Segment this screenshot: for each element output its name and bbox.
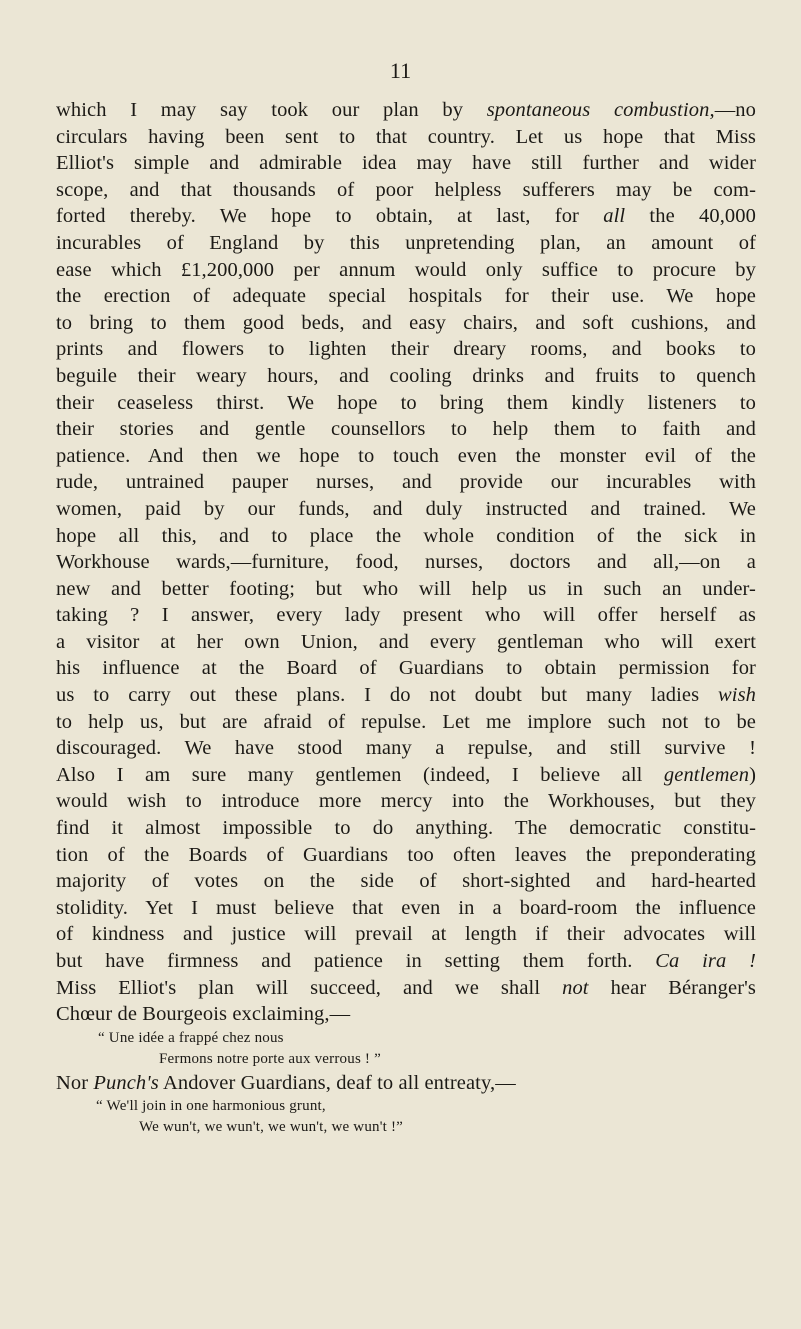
text-line: hope all this, and to place the whole condition of the sick in	[56, 524, 756, 547]
text-line: to help us, but are afraid of repulse. Let me implore such not to be	[56, 710, 756, 733]
text-line: the erection of adequate special hospitals for their use. We hope	[56, 285, 756, 308]
text-line: patience. And then we hope to touch even the monster evil of the	[56, 444, 756, 467]
text-line: tion of the Boards of Guardians too often leaves the preponderating	[56, 843, 756, 866]
italic-text: not	[562, 976, 589, 999]
text-line: rude, untrained pauper nurses, and provide our incurables with	[56, 471, 756, 494]
text-line: scope, and that thousands of poor helpless sufferers may be com-	[56, 178, 756, 201]
text-line: their ceaseless thirst. We hope to bring them kindly listeners to	[56, 391, 756, 414]
text-line: majority of votes on the side of short-sighted and hard-hearted	[56, 870, 756, 893]
text-line: would wish to introduce more mercy into the Workhouses, but they	[56, 790, 756, 813]
text-line: Workhouse wards,—furniture, food, nurses, doctors and all,—on a	[56, 551, 756, 574]
text-line: taking ? I answer, every lady present who will offer herself as	[56, 604, 756, 627]
text-line: stolidity. Yet I must believe that even in a board-room the influence	[56, 896, 756, 919]
text-line: Nor Punch's Andover Guardians, deaf to all entreaty,—	[56, 1071, 516, 1094]
text-line: forted thereby. We hope to obtain, at last, for all the 40,000	[56, 205, 756, 228]
verse-line: “ We'll join in one harmonious grunt,	[96, 1098, 326, 1115]
text-line: Also I am sure many gentlemen (indeed, I believe all gentlemen)	[56, 763, 756, 786]
text-line: us to carry out these plans. I do not doubt but many ladies wish	[56, 684, 756, 707]
text-line: of kindness and justice will prevail at length if their advocates will	[56, 923, 756, 946]
text-line: Miss Elliot's plan will succeed, and we shall not hear Béranger's	[56, 976, 757, 999]
verse-line: We wun't, we wun't, we wun't, we wun't !”	[139, 1119, 403, 1136]
text-line: incurables of England by this unpretending plan, an amount of	[56, 231, 756, 254]
text-line: prints and flowers to lighten their dreary rooms, and books to	[56, 338, 756, 361]
text-line: Chœur de Bourgeois exclaiming,—	[56, 1003, 351, 1026]
italic-text: gentlemen	[663, 763, 750, 786]
text-line: new and better footing; but who will help us in such an under-	[56, 577, 756, 600]
verse-line: “ Une idée a frappé chez nous	[98, 1029, 284, 1046]
text-line: but have firmness and patience in setting them forth. Ca ira !	[56, 950, 756, 972]
text-line: find it almost impossible to do anything. The democratic constitu-	[56, 817, 756, 840]
text-line: beguile their weary hours, and cooling drinks and fruits to quench	[56, 364, 756, 387]
text-line: ease which £1,200,000 per annum would only suffice to procure by	[56, 258, 756, 281]
text-line: Elliot's simple and admirable idea may have still further and wider	[56, 152, 756, 175]
text-line: circulars having been sent to that country. Let us hope that Miss	[56, 125, 756, 148]
text-line: his influence at the Board of Guardians to obtain permission for	[56, 657, 756, 680]
italic-text: all	[603, 205, 626, 228]
text-line: to bring to them good beds, and easy chairs, and soft cushions, and	[56, 311, 756, 334]
verse-line: Fermons notre porte aux verrous ! ”	[159, 1050, 381, 1067]
text-line: women, paid by our funds, and duly instructed and trained. We	[56, 497, 756, 520]
page-number: 11	[389, 58, 412, 83]
text-line: their stories and gentle counsellors to help them to faith and	[56, 418, 756, 441]
text-line: which I may say took our plan by spontaneous combustion,—no	[56, 99, 756, 121]
italic-text: wish	[718, 684, 756, 707]
italic-text: Ca ira !	[655, 950, 756, 972]
italic-text: Punch's	[93, 1071, 159, 1094]
text-line: a visitor at her own Union, and every gentleman who will exert	[56, 630, 756, 653]
italic-text: spontaneous combustion,	[486, 99, 715, 121]
body-text	[56, 97, 756, 1138]
text-line: discouraged. We have stood many a repulse, and still survive !	[56, 737, 756, 760]
